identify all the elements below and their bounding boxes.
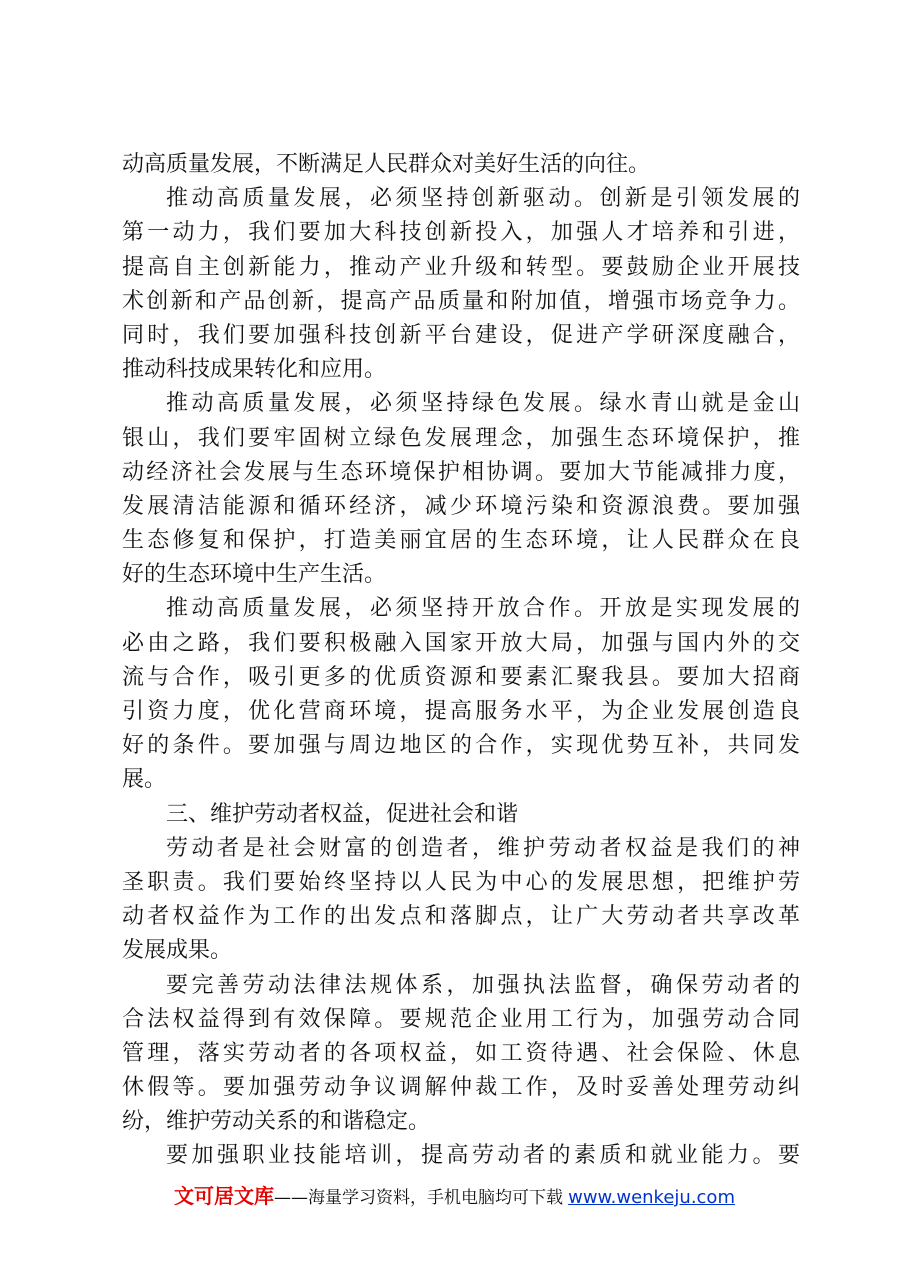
text-line: 劳动者是社会财富的创造者，维护劳动者权益是我们的神: [166, 835, 800, 861]
text-line: 引资力度，优化营商环境，提高服务水平，为企业发展创造良: [122, 699, 800, 724]
text-line: 第一动力，我们要加大科技创新投入，加强人才培养和引进，: [122, 220, 800, 246]
paragraph: [122, 387, 800, 592]
paragraph: [122, 832, 800, 969]
text-line: 动经济社会发展与生态环境保护相协调。要加大节能减排力度，: [122, 459, 800, 485]
footer-website-link[interactable]: www.wenkeju.com: [568, 1187, 735, 1208]
text-line: 管理，落实劳动者的各项权益，如工资待遇、社会保险、休息: [122, 1040, 800, 1066]
text-line: 流与合作，吸引更多的优质资源和要素汇聚我县。要加大招商: [122, 664, 800, 690]
text-line: 推动高质量发展，必须坚持绿色发展。绿水青山就是金山: [166, 391, 800, 417]
text-line: 必由之路，我们要积极融入国家开放大局，加强与国内外的交: [122, 630, 800, 656]
text-line: 动高质量发展，不断满足人民群众对美好生活的向往。: [122, 152, 651, 177]
text-line: 圣职责。我们要始终坚持以人民为中心的发展思想，把维护劳: [122, 869, 800, 895]
paragraph: [122, 592, 800, 797]
text-line: 提高自主创新能力，推动产业升级和转型。要鼓励企业开展技: [122, 254, 800, 280]
section-heading: [122, 798, 800, 832]
paragraph: [122, 969, 800, 1140]
text-line: 好的生态环境中生产生活。: [122, 562, 387, 588]
text-line: 同时，我们要加强科技创新平台建设，促进产学研深度融合，: [122, 322, 800, 348]
document-body: [122, 148, 800, 1174]
text-line: 要完善劳动法律法规体系，加强执法监督，确保劳动者的: [166, 972, 800, 998]
text-line: 推动高质量发展，必须坚持开放合作。开放是实现发展的: [166, 596, 800, 622]
footer-tagline: ——海量学习资料，手机电脑均可下载: [274, 1188, 564, 1208]
paragraph: [122, 182, 800, 387]
text-line: 动者权益作为工作的出发点和落脚点，让广大劳动者共享改革: [122, 904, 800, 930]
text-line: 纷，维护劳动关系的和谐稳定。: [122, 1109, 431, 1135]
text-line: 休假等。要加强劳动争议调解仲裁工作，及时妥善处理劳动纠: [122, 1075, 800, 1101]
text-line: 发展成果。: [122, 938, 233, 964]
page-footer: [0, 1181, 909, 1213]
footer-brand: 文可居文库: [174, 1184, 275, 1208]
text-line: 好的条件。要加强与周边地区的合作，实现优势互补，共同发: [122, 733, 800, 759]
text-line: 术创新和产品创新，提高产品质量和附加值，增强市场竞争力。: [122, 288, 800, 314]
text-line: 推动科技成果转化和应用。: [122, 357, 387, 383]
text-line: 生态修复和保护，打造美丽宜居的生态环境，让人民群众在良: [122, 528, 800, 554]
text-line: 银山，我们要牢固树立绿色发展理念，加强生态环境保护，推: [122, 425, 800, 451]
paragraph: [122, 1139, 800, 1173]
text-line: 推动高质量发展，必须坚持创新驱动。创新是引领发展的: [166, 186, 800, 212]
text-line: 发展清洁能源和循环经济，减少环境污染和资源浪费。要加强: [122, 493, 800, 519]
paragraph: [122, 148, 800, 182]
text-line: 要加强职业技能培训，提高劳动者的素质和就业能力。要: [166, 1143, 800, 1169]
text-line: 合法权益得到有效保障。要规范企业用工行为，加强劳动合同: [122, 1006, 800, 1032]
text-line: 展。: [122, 767, 167, 793]
heading-text: 三、维护劳动者权益，促进社会和谐: [166, 801, 519, 827]
